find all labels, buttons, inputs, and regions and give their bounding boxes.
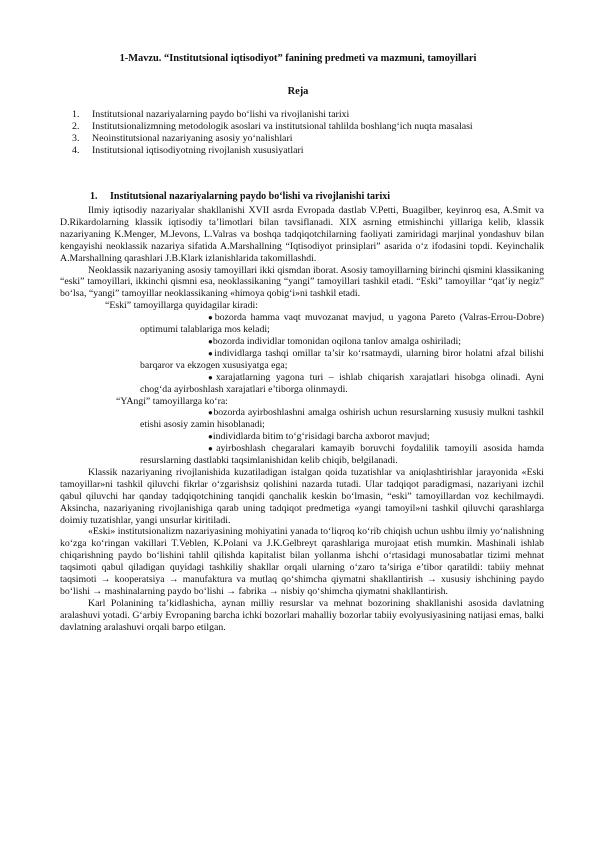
bullet-icon: ● xyxy=(208,432,213,442)
plan-list xyxy=(60,109,544,157)
bullet-item xyxy=(60,443,544,467)
paragraph: Neoklassik nazariyaning asosiy tamoyillari ikki qismdan iborat. Asosiy tamoyillarning birinchi qismini klassikaning “eski” tamoyillari, ikkinchi qismni esa, neoklassikaning “yangi” tamoyillari tashkil etadi. “Eski” tamoyillar “qat’iy negiz” bo‘lsa, “yangi” tamoyillar neoklassikaning «himoya qobig‘i»ni tashkil etadi. xyxy=(60,264,544,300)
bullet-item xyxy=(60,407,544,431)
plan-item-number: 1. xyxy=(72,109,80,120)
plan-item-text: Institutsional nazariyalarning paydo bo‘lishi va rivojlanishi tarixi xyxy=(92,109,350,120)
paragraph: Ilmiy iqtisodiy nazariyalar shakllanishi XVII asrda Evropada dastlab V.Petti, Buagilber, keyinroq esa, A.Smit va D.Rikardolarning klassik iqtisodiy ta’limotlari bilan tavsiflanadi. XIX asrning etmishinchi yillariga kelib, klassik nazariyaning K.Menger, M.Jevons, L.Valras va boshqa tadqiqotchilarning faoliyati zamiridagi marjinal yondashuv bilan kengayishi neoklassik nazariya sifatida A.Marshallning “Iqtisodiyot prinsiplari” asarida o‘z ifodasini topdi. Keyinchalik A.Marshallning qarashlari J.B.Klark izlanishlarida takomillashdi. xyxy=(60,205,544,264)
plan-item-text: Institutsionalizmning metodologik asoslari va institutsional tahlilda boshlang‘ich nuqta masalasi xyxy=(92,121,473,132)
bullet-item xyxy=(60,312,544,336)
bullet-icon: ● xyxy=(208,336,213,346)
bullet-text: individlarda bitim to‘g‘risidagi barcha axborot mavjud; xyxy=(212,431,430,443)
bullet-text: xarajatlarning yagona turi – ishlab chiqarish xarajatlari hisobga olinadi. Ayni chog‘da ayirboshlash xarajatlari e’tiborga olinmaydi. xyxy=(140,371,544,395)
bullet-icon: ● xyxy=(208,408,214,418)
plan-item-number: 2. xyxy=(72,121,80,132)
bullet-text: bozorda ayirboshlashni amalga oshirish uchun resurslarning xususiy mulkni tashkil etishi asosiy zamin hisoblanadi; xyxy=(140,407,544,431)
plan-item-number: 4. xyxy=(72,145,80,156)
bullet-item xyxy=(60,431,544,443)
body-text xyxy=(60,205,544,634)
bullet-icon: ● xyxy=(208,444,217,454)
bullet-icon: ● xyxy=(208,313,215,323)
bullet-item xyxy=(60,372,544,396)
plan-item-number: 3. xyxy=(72,133,80,144)
section-title: Institutsional nazariyalarning paydo bo‘lishi va rivojlanishi tarixi xyxy=(110,191,391,202)
bullet-text: bozorda individlar tomonidan oqilona tanlov amalga oshiriladi; xyxy=(212,335,461,347)
paragraph: «Eski» institutsionalizm nazariyasining mohiyatini yanada to‘liqroq ko‘rib chiqish uchun ushbu ilmiy yo‘nalishning ko‘zga ko‘ringan vakillari T.Veblen, K.Polani va J.K.Gelbreyt qarashlariga murojaat etish mumkin. Mashinali ishlab chiqarishning paydo bo‘lishini tahlil qilishda kapitalist bilan yollanma ishchi o‘rtasidagi munosabatlar tizimi mehnat taqsimoti qabul qiladigan quyidagi tashkiliy shakllar orqali ularning o‘zaro ta’siriga e’tibor qaratildi: tabiiy mehnat taqsimoti → kooperatsiya → manufaktura va mutlaq qo‘shimcha qiymatni shakllantirish → xususiy ishchining paydo bo‘lishi → mashinalarning paydo bo‘lishi → fabrika → nisbiy qo‘shimcha qiymatni shakllantirish. xyxy=(60,526,544,597)
paragraph: Karl Polanining ta’kidlashicha, aynan milliy resurslar va mehnat bozorining shakllanishi asosida davlatning aralashuvi yotadi. G‘arbiy Evropaning barcha ichki bozorlari mahalliy bozorlar tabiiy evolyusiyasining natijasi emas, balki davlatning aralashuvi orqali barpo etilgan. xyxy=(60,597,544,633)
page-title: 1-Mavzu. “Institutsional iqtisodiyot” fanining predmeti va mazmuni, tamoyillari xyxy=(119,53,477,64)
plan-item-text: Institutsional iqtisodiyotning rivojlanish xususiyatlari xyxy=(92,145,304,156)
bullet-text: ayirboshlash chegaralari kamayib boruvchi foydalilik tamoyili asosida hamda resurslarning dastlabki taqsimlanishidan kelib chiqib, belgilanadi. xyxy=(140,443,544,467)
plan-item xyxy=(60,109,544,121)
plan-item-text: Neoinstitutsional nazariyaning asosiy yo‘nalishlari xyxy=(92,133,293,144)
plan-item xyxy=(60,133,544,145)
paragraph: Klassik nazariyaning rivojlanishida kuzatiladigan istalgan qoida tuzatishlar va aniqlashtirishlar jarayonida «Eski tamoyillar»ni tashkil qiluvchi fikrlar o‘zgarishsiz qolishini nazarda tutadi. Ular tadqiqot paradigmasi, nazariyani izchil qabul qiluvchi har qanday tadqiqotchining tanqidi qanchalik keskin bo‘lmasin, “eski” tamoyillardan voz kechilmaydi. Aksincha, nazariyaning rivojlanishiga qarab uning tadqiqot predmetiga «yangi tamoyil»ni tashkil qiluvchi qarashlarga doimiy tuzatishlar, yangi unsurlar kiritiladi. xyxy=(60,466,544,526)
bullet-item xyxy=(60,348,544,372)
bullet-text: individlarga tashqi omillar ta’sir ko‘rsatmaydi, ularning biror holatni afzal bilishi barqaror va ekzogen xususiyatga ega; xyxy=(140,347,544,371)
bullet-item xyxy=(60,336,544,348)
old-principles-intro: “Eski” tamoyillarga quyidagilar kiradi: xyxy=(105,300,258,312)
section-heading xyxy=(90,191,390,202)
plan-item xyxy=(60,145,544,157)
bullet-icon: ● xyxy=(208,348,215,358)
new-principles-intro: “YAngi” tamoyillarga ko‘ra: xyxy=(116,395,228,407)
section-number: 1. xyxy=(90,191,98,202)
plan-heading: Reja xyxy=(287,86,309,97)
bullet-icon: ● xyxy=(208,372,216,382)
bullet-text: bozorda hamma vaqt muvozanat mavjud, u yagona Pareto (Valras-Errou-Dobre) optimumi talablariga mos keladi; xyxy=(140,312,544,336)
plan-item xyxy=(60,121,544,133)
